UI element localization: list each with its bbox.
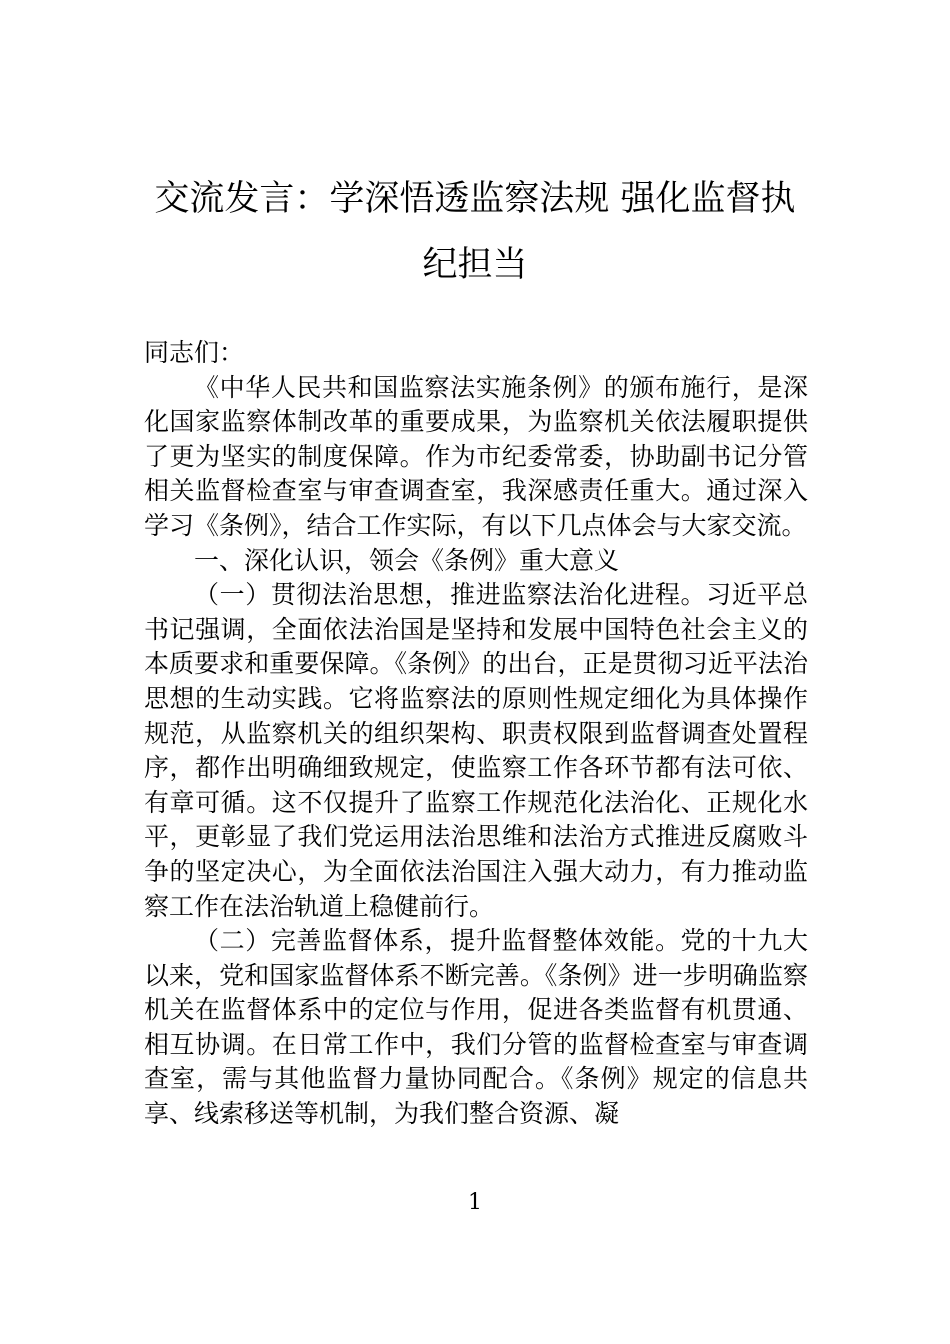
document-title xyxy=(140,166,810,298)
document-body xyxy=(144,336,808,1132)
section-heading: 一、深化认识，领会《条例》重大意义 xyxy=(194,545,620,575)
title-line-2: 纪担当 xyxy=(422,245,528,285)
subsection-paragraph-2: （二）完善监督体系，提升监督整体效能。党的十九大以来，党和国家监督体系不断完善。《条例》进一步明确监察机关在监督体系中的定位与作用，促进各类监督有机贯通、相互协调。在日常工作中，我们分管的监督检查室与审查调查室，需与其他监督力量协同配合。《条例》规定的信息共享、线索移送等机制，为我们整合资源、凝 xyxy=(144,926,808,1129)
intro-paragraph: 《中华人民共和国监察法实施条例》的颁布施行，是深化国家监察体制改革的重要成果，为监察机关依法履职提供了更为坚实的制度保障。作为市纪委常委，协助副书记分管相关监督检查室与审查调查室，我深感责任重大。通过深入学习《条例》，结合工作实际，有以下几点体会与大家交流。 xyxy=(144,372,808,540)
title-line-1: 交流发言：学深悟透监察法规 强化监督执 xyxy=(154,179,796,219)
page-number: 1 xyxy=(468,1190,482,1215)
subsection-paragraph-1: （一）贯彻法治思想，推进监察法治化进程。习近平总书记强调，全面依法治国是坚持和发展中国特色社会主义的本质要求和重要保障。《条例》的出台，正是贯彻习近平法治思想的生动实践。它将监察法的原则性规定细化为具体操作规范，从监察机关的组织架构、职责权限到监督调查处置程序，都作出明确细致规定，使监察工作各环节都有法可依、有章可循。这不仅提升了监察工作规范化法治化、正规化水平，更彰显了我们党运用法治思维和法治方式推进反腐败斗争的坚定决心，为全面依法治国注入强大动力，有力推动监察工作在法治轨道上稳健前行。 xyxy=(144,580,808,921)
salutation: 同志们： xyxy=(144,338,245,367)
